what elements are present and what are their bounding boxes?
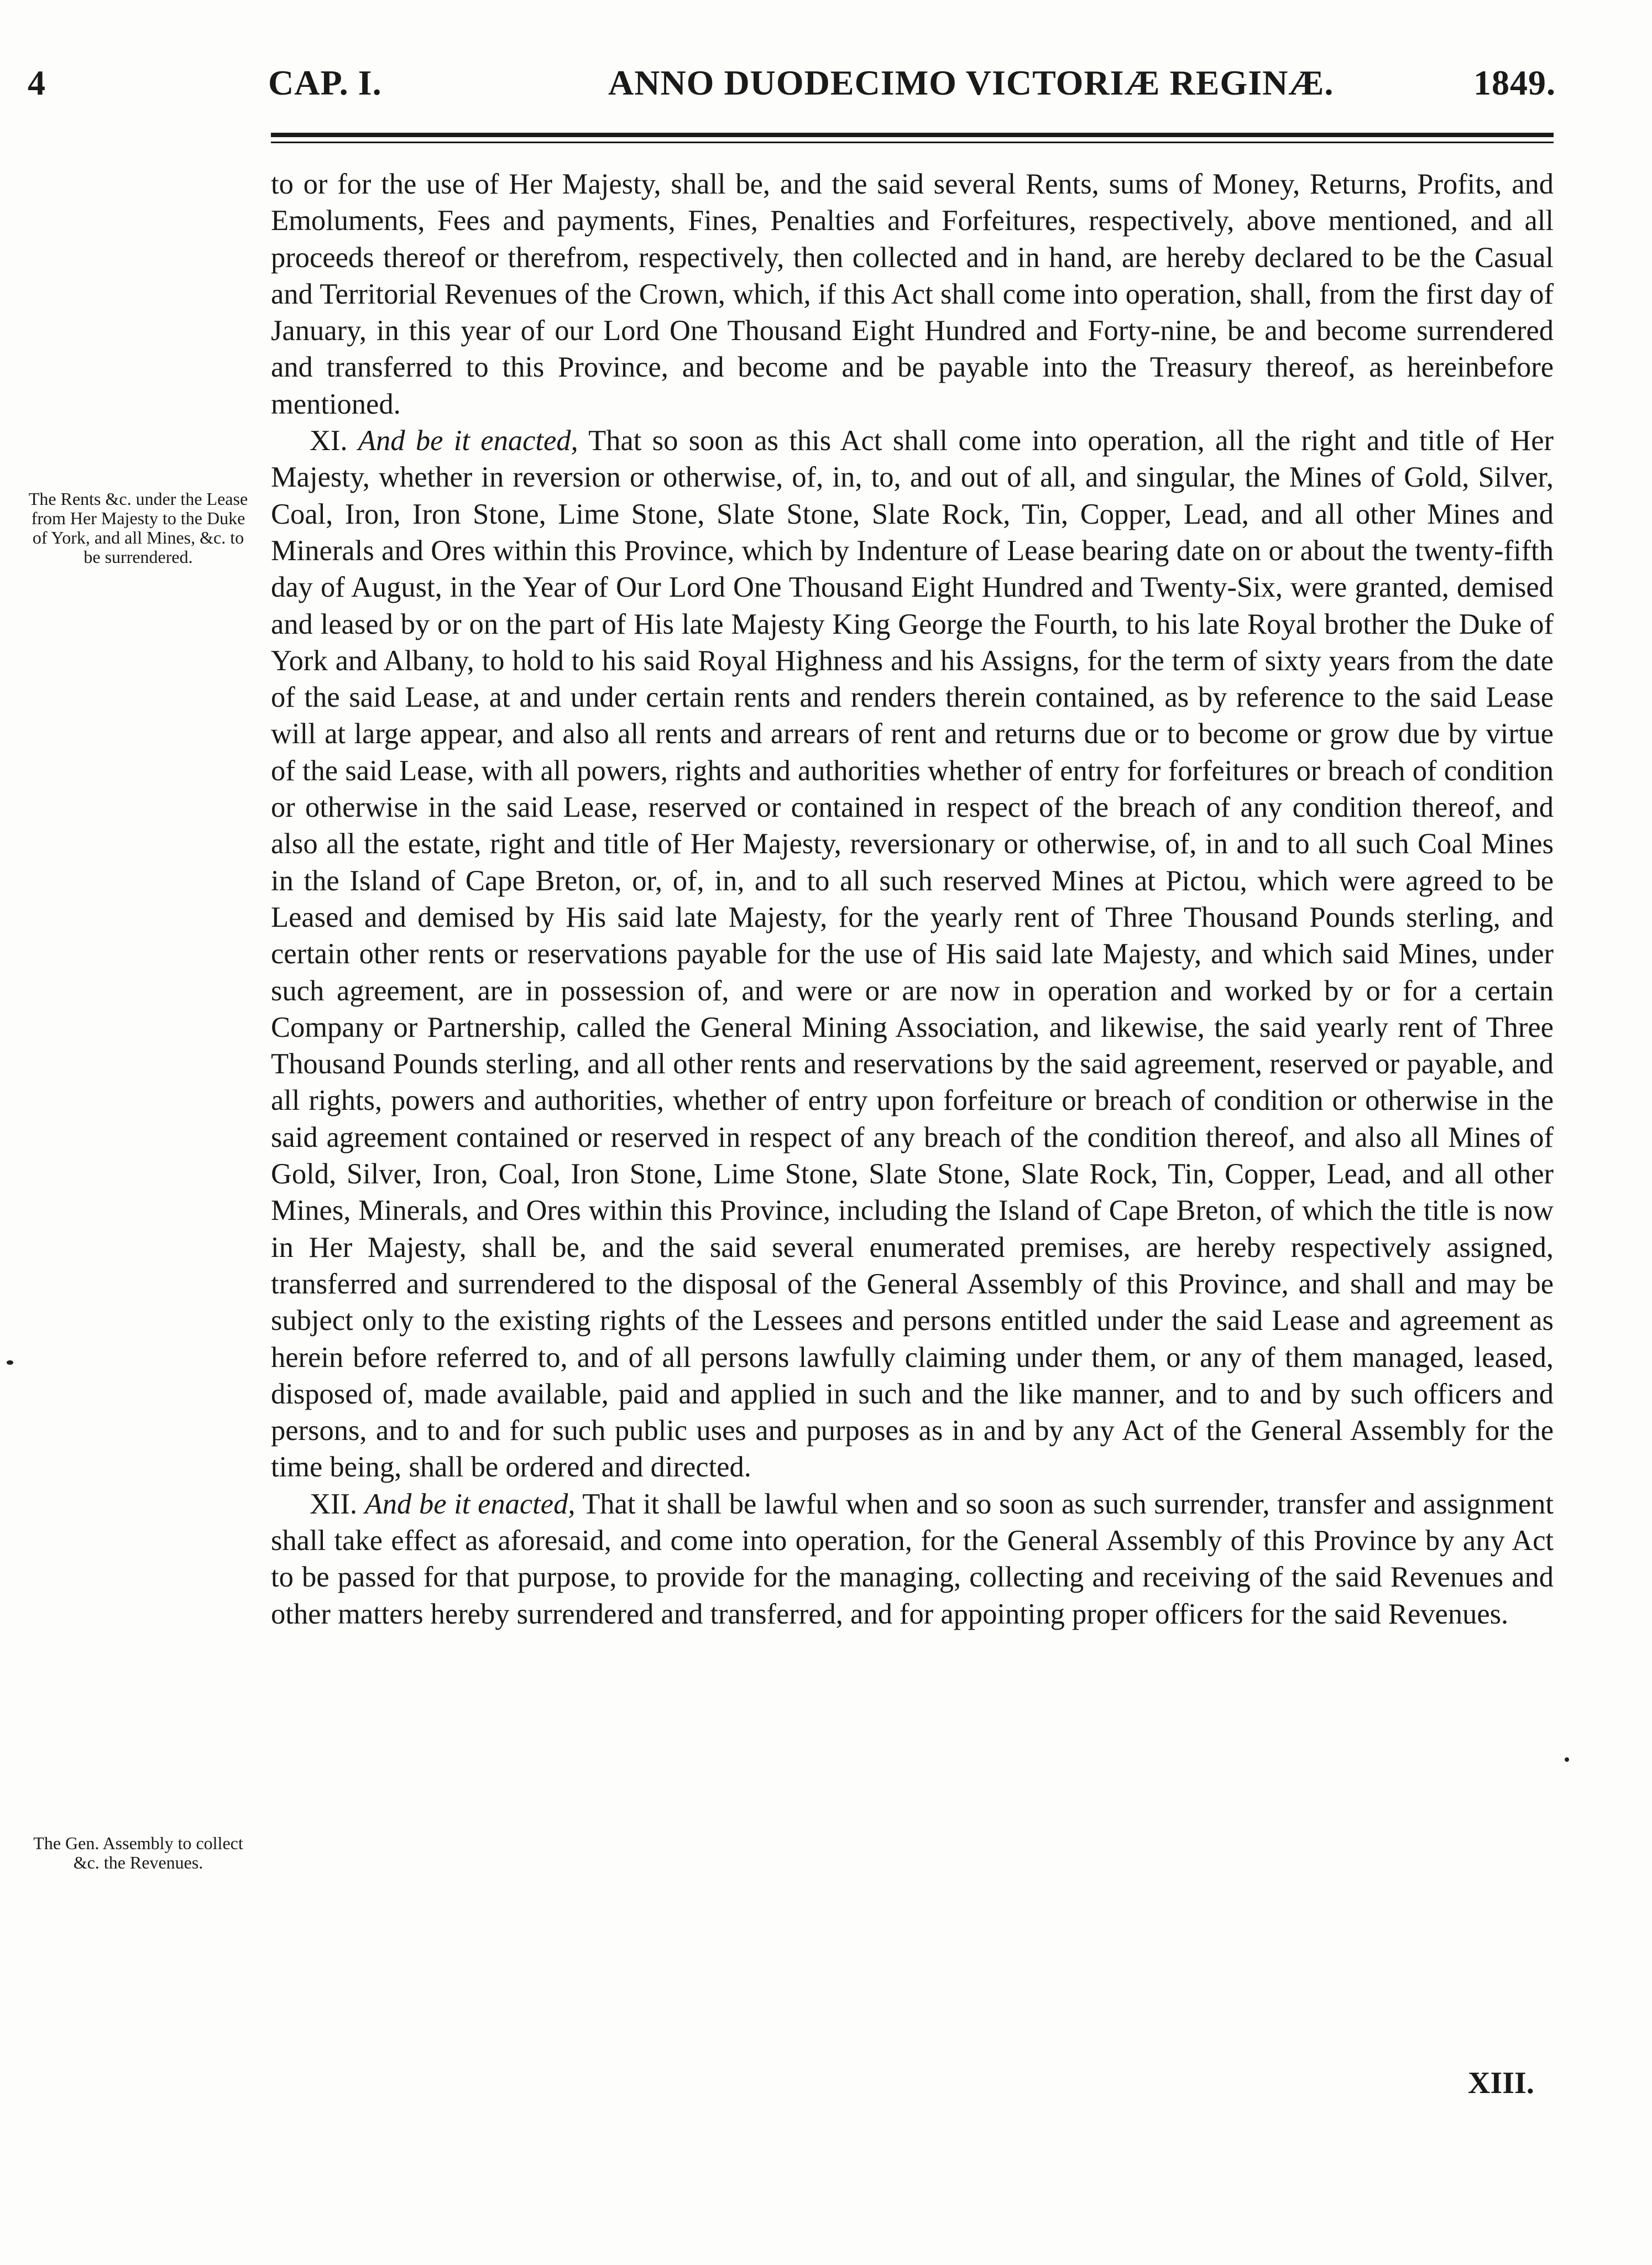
section-xii-numeral: XII. [310, 1488, 358, 1520]
carryover-paragraph: to or for the use of Her Majesty, shall be, and the said several Rents, sums of Money, Returns, Profits, and Emoluments, Fees and payments, Fines, Penalties and Forfeitures, respectively, above mentioned, and all proceeds thereof or therefrom, respectively, then collected and in hand, are hereby declared to be the Casual and Territorial Revenues of the Crown, which, if this Act shall come into operation, shall, from the first day of January, in this year of our Lord One Thousand Eight Hundred and Forty-nine, be and become surrendered and transferred to this Province, and become and be payable into the Treasury thereof, as hereinbefore mentioned. [271, 168, 1554, 420]
section-xii-enacting-clause: And be it enacted, [364, 1488, 576, 1520]
body-text [271, 166, 1554, 1632]
running-title: ANNO DUODECIMO VICTORIÆ REGINÆ. [608, 63, 1334, 102]
section-xi [271, 422, 1554, 1486]
margin-note-assembly-revenues: The Gen. Assembly to collect &c. the Revenues. [33, 1833, 243, 1872]
page-number: 4 [28, 63, 46, 102]
header-rule-thick [271, 133, 1554, 137]
section-xii [271, 1486, 1554, 1632]
section-xi-numeral: XI. [310, 425, 348, 457]
section-xi-text: That so soon as this Act shall come into operation, all the right and title of Her Majesty, whether in reversion or otherwise, of, in, to, and out of all, and singular, the Mines of Gold, Silver, Coal, Iron, Iron Stone, Lime Stone, Slate Stone, Slate Rock, Tin, Copper, Lead, and all other Mines and Minerals and Ores within this Province, which by Indenture of Lease bearing date on or about the twenty-fifth day of August, in the Year of Our Lord One Thousand Eight Hundred and Twenty-Six, were granted, demised and leased by or on the part of His late Majesty King George the Fourth, to his late Royal brother the Duke of York and Albany, to hold to his said Royal Highness and his Assigns, for the term of sixty years from the date of the said Lease, at and under certain rents and renders therein contained, as by reference to the said Lease will at large appear, and also all rents and arrears of rent and returns due or to become or grow due by virtue of the said Lease, with all powers, rights and authorities whether of entry for forfeitures or breach of condition or otherwise in the said Lease, reserved or contained in respect of the breach of any condition thereof, and also all the estate, right and title of Her Majesty, reversionary or otherwise, of, in and to all such Coal Mines in the Island of Cape Breton, or, of, in, and to all such reserved Mines at Pictou, which were agreed to be Leased and demised by His said late Majesty, for the yearly rent of Three Thousand Pounds sterling, and certain other rents or reservations payable for the use of His said late Majesty, and which said Mines, under such agreement, are in possession of, and were or are now in operation and worked by or for a certain Company or Partnership, called the General Mining Association, and likewise, the said yearly rent of Three Thousand Pounds sterling, and all other rents and reservations by the said agreement, reserved or payable, and all rights, powers and authorities, whether of entry upon forfeiture or breach of condition or otherwise in the said agreement contained or reserved in respect of any breach of the condition thereof, and also all Mines of Gold, Silver, Iron, Coal, Iron Stone, Lime Stone, Slate Stone, Slate Rock, Tin, Copper, Lead, and all other Mines, Minerals, and Ores within this Province, including the Island of Cape Breton, of which the title is now in Her Majesty, shall be, and the said several enumerated premises, are hereby respectively assigned, transferred and surrendered to the disposal of the General Assembly of this Province, and shall and may be subject only to the existing rights of the Lessees and persons entitled under the said Lease and agreement as herein before referred to, and of all persons lawfully claiming under them, or any of them managed, leased, disposed of, made available, paid and applied in such and the like manner, and to and by such officers and persons, and to and for such public uses and purposes as in and by any Act of the General Assembly for the time being, shall be ordered and directed. [271, 425, 1554, 1484]
chapter-heading: CAP. I. [268, 63, 382, 102]
year-heading: 1849. [1473, 63, 1556, 102]
stray-ink-mark [1565, 1757, 1569, 1762]
section-xi-enacting-clause: And be it enacted, [358, 425, 578, 457]
section-xii-text: That it shall be lawful when and so soon as such surrender, transfer and assignment shall take effect as aforesaid, and come into operation, for the General Assembly of this Province by any Act to be passed for that purpose, to provide for the managing, collecting and receiving of the said Revenues and other matters hereby surrendered and transferred, and for appointing proper officers for the said Revenues. [271, 1488, 1554, 1630]
margin-note-rents-surrendered: The Rents &c. under the Lease from Her Majesty to the Duke of York, and all Mines, &c. to be surrendered. [28, 489, 248, 567]
header-rule-thin [271, 142, 1554, 143]
stray-ink-mark [7, 1360, 13, 1365]
catchword: XIII. [1468, 2066, 1534, 2100]
